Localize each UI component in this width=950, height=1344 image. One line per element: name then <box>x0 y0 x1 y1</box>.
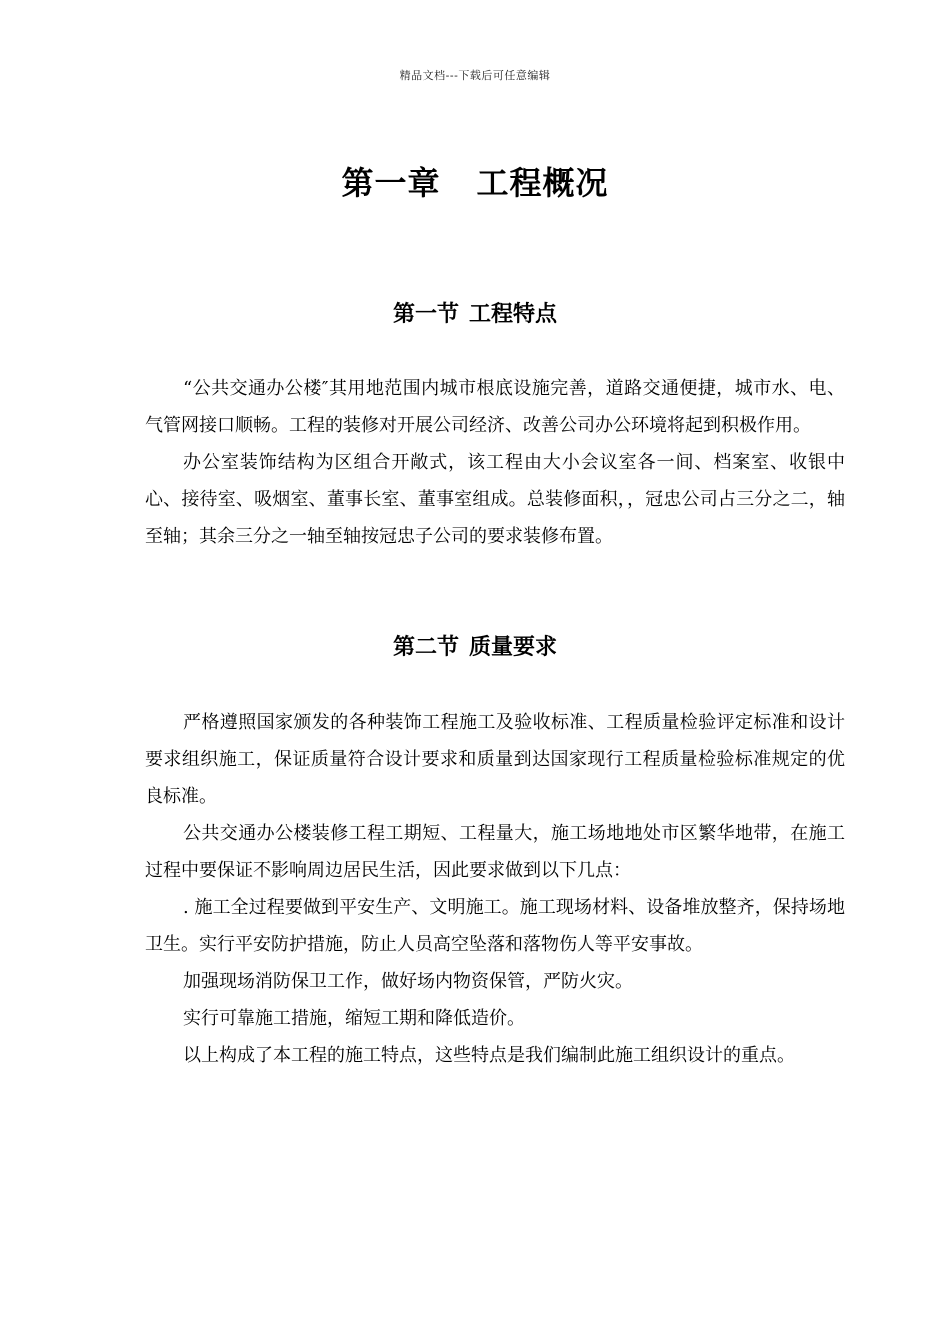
chapter-title <box>0 158 950 204</box>
section-2-body <box>145 704 845 1074</box>
section-2-label: 第二节 <box>392 635 459 660</box>
section-2-paragraph: 严格遵照国家颁发的各种装饰工程施工及验收标准、工程质量检验评定标准和设计要求组织施工，保证质量符合设计要求和质量到达国家现行工程质量检验标准规定的优良标准。 <box>145 712 845 807</box>
chapter-title-text: 工程概况 <box>476 164 609 202</box>
section-1-label: 第一节 <box>392 302 459 327</box>
section-2-paragraph: 公共交通办公楼装修工程工期短、工程量大，施工场地地处市区繁华地带，在施工过程中要保证不影响周边居民生活，因此要求做到以下几点： <box>145 823 845 881</box>
chapter-label: 第一章 <box>341 164 441 202</box>
section-2-title-text: 质量要求 <box>469 635 558 660</box>
header-note: 精品文档---下载后可任意编辑 <box>399 69 551 82</box>
section-1-body <box>145 370 845 555</box>
section-1-title <box>0 297 950 328</box>
section-2-paragraph: 实行可靠施工措施，缩短工期和降低造价。 <box>183 1008 525 1029</box>
section-2-paragraph: . 施工全过程要做到平安生产、文明施工。施工现场材料、设备堆放整齐，保持场地卫生。实行平安防护措施，防止人员高空坠落和落物伤人等平安事故。 <box>145 897 845 955</box>
section-1-title-text: 工程特点 <box>469 302 558 327</box>
section-2-paragraph: 以上构成了本工程的施工特点，这些特点是我们编制此施工组织设计的重点。 <box>183 1045 795 1066</box>
section-2-paragraph: 加强现场消防保卫工作，做好场内物资保管，严防火灾。 <box>183 971 633 992</box>
section-2-title <box>0 630 950 661</box>
section-1-paragraph: 办公室装饰结构为区组合开敞式，该工程由大小会议室各一间、档案室、收银中心、接待室、吸烟室、董事长室、董事室组成。总装修面积，，冠忠公司占三分之二，轴至轴；其余三分之一轴至轴按冠忠子公司的要求装修布置。 <box>145 452 845 547</box>
section-1-paragraph: “公共交通办公楼″其用地范围内城市根底设施完善，道路交通便捷，城市水、电、气管网接口顺畅。工程的装修对开展公司经济、改善公司办公环境将起到积极作用。 <box>145 378 845 436</box>
